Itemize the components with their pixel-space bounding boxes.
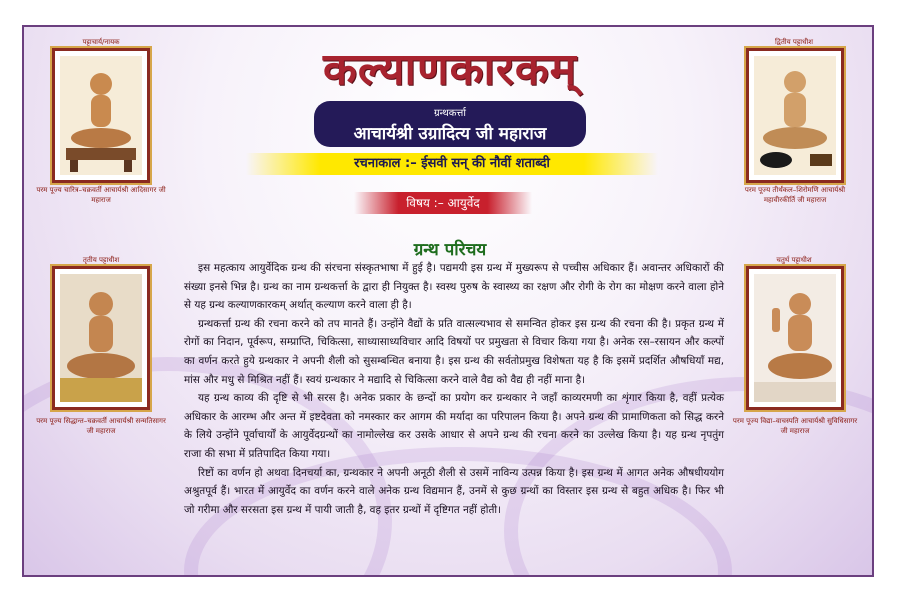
book-introduction (184, 259, 724, 519)
portrait-bottom-right-caption: परम पूज्य विद्या–वाचस्पति आचार्यश्री सुविधिसागर जी महाराज (732, 417, 858, 435)
seated-monk-figure (60, 274, 142, 402)
portrait-top-left-photo (60, 56, 142, 175)
author-box (314, 101, 586, 147)
author-label: ग्रन्थकर्त्ता (434, 108, 466, 119)
book-title: कल्याणकारकम् (323, 44, 577, 95)
paragraph: इस महत्काय आयुर्वेदिक ग्रन्थ की संरचना संस्कृतभाषा में हुई है। पद्यमयी इस ग्रन्थ में मुख्यरूप से पच्चीस अधिकार हैं। अवान्तर अधिकारों की संख्या इनसे भिन्न है। ग्रन्थ का नाम ग्रन्थकर्त्ता के द्वारा ही नियुक्त है। स्वस्थ पुरुष के स्वास्थ्य का रक्षण और रोगी के रोग का मोक्षण करने वाला होने से यह ग्रन्थ कल्याणकारकम् अर्थात् कल्याण करने वाला ही है। (184, 262, 724, 312)
poster (22, 25, 874, 577)
portrait-bottom-right-photo (754, 274, 836, 402)
seated-monk-figure (60, 56, 142, 175)
portrait-top-left-frame (52, 48, 150, 183)
portrait-top-right-rank: द्वितीय पट्टाधीश (774, 38, 814, 46)
composition-era: रचनाकाल :– ईसवी सन् की नौवीं शताब्दी (246, 153, 658, 175)
paragraph: यह ग्रन्थ काव्य की दृष्टि से भी सरस है। अनेक प्रकार के छन्दों का प्रयोग कर ग्रन्थकार ने जहाँ काव्यरमणी का शृंगार किया है, वहीं प्रत्येक अधिकार के आरम्भ और अन्त में इष्टदेवता को नमस्कार कर आगम की मर्यादा का परिपालन किया है। अपने ग्रन्थ की प्रामाणिकता को सिद्ध करने के लिये उन्होंने पूर्वाचार्यों के आयुर्वेदग्रन्थों का नामोल्लेख कर उसके आधार से अपने ग्रन्थ की रचना करने का उल्लेख किया है। यह ग्रन्थ नृपतुंग राजा की सभा में प्रतिपादित किया गया। (184, 392, 724, 460)
portrait-bottom-right-rank: चतुर्थ पट्टाधीश (776, 256, 812, 264)
portrait-top-left-rank: पट्टाचार्य/नायक (82, 38, 120, 46)
portrait-bottom-right-frame (746, 266, 844, 410)
portrait-top-right-photo (754, 56, 836, 175)
author-name: आचार्यश्री उग्रादित्य जी महाराज (353, 124, 547, 144)
portrait-bottom-left-caption: परम पूज्य सिद्धान्त–चक्रवर्ती आचार्यश्री सन्मतिसागर जी महाराज (36, 417, 166, 435)
portrait-top-right-frame (746, 48, 844, 183)
seated-monk-figure (754, 56, 836, 175)
portrait-bottom-left-rank: तृतीय पट्टाधीश (82, 256, 120, 264)
portrait-top-right-caption: परम पूज्य तीर्थंकल–शिरोमणि आचार्यश्री महावीरकीर्ति जी महाराज (744, 186, 846, 204)
paragraph: रिष्टों का वर्णन हो अथवा दिनचर्या का, ग्रन्थकार ने अपनी अनूठी शैली से उसमें नाविन्य उत्पन्न किया है। इस ग्रन्थ में आगत अनेक औषधीययोग अश्रुतपूर्व हैं। भारत में आयुर्वेद का वर्णन करने वाले अनेक ग्रन्थ विद्यमान हैं, उनमें से कुछ ग्रन्थों का विस्तार इस ग्रन्थ से बहुत अधिक है। फिर भी जो गरीमा और सरसता इस ग्रन्थ में पायी जाती है, वह इतर ग्रन्थों में दृष्टिगत नहीं होती। (184, 466, 724, 516)
paragraph: ग्रन्थकर्त्ता ग्रन्थ की रचना करने को तप मानते हैं। उन्होंने वैद्यों के प्रति वात्सल्यभाव से समन्वित होकर इस ग्रन्थ की रचना की है। प्रकृत ग्रन्थ में रोगों का निदान, पूर्वरूप, सम्प्राप्ति, चिकित्सा, साध्यासाध्यविचार आदि विषयों पर प्रमुखता से विचार किया गया है। अनेक रस–रसायन और कल्पों का वर्णन करते हुये ग्रन्थकार ने अपनी शैली को सुसम्बन्धित बनाया है। इस ग्रन्थ की सर्वतोप्रमुख विशेषता यह है कि इसमें प्रदर्शित औषधियाँ मद्य, मांस और मधु से मिश्रित नहीं हैं। स्वयं ग्रन्थकार ने मद्यादि से चिकित्सा करने वाले वैद्य को वैद्य ही नहीं माना है। (184, 317, 724, 386)
portrait-top-left-caption: परम पूज्य चारित्र–चक्रवर्ती आचार्यश्री आदिसागर जी महाराज (36, 186, 166, 204)
portrait-bottom-left-frame (52, 266, 150, 410)
section-title: ग्रन्थ परिचय (413, 240, 487, 260)
portrait-bottom-left-photo (60, 274, 142, 402)
seated-monk-figure (754, 274, 836, 402)
subject-band: विषय :– आयुर्वेद (354, 192, 532, 214)
